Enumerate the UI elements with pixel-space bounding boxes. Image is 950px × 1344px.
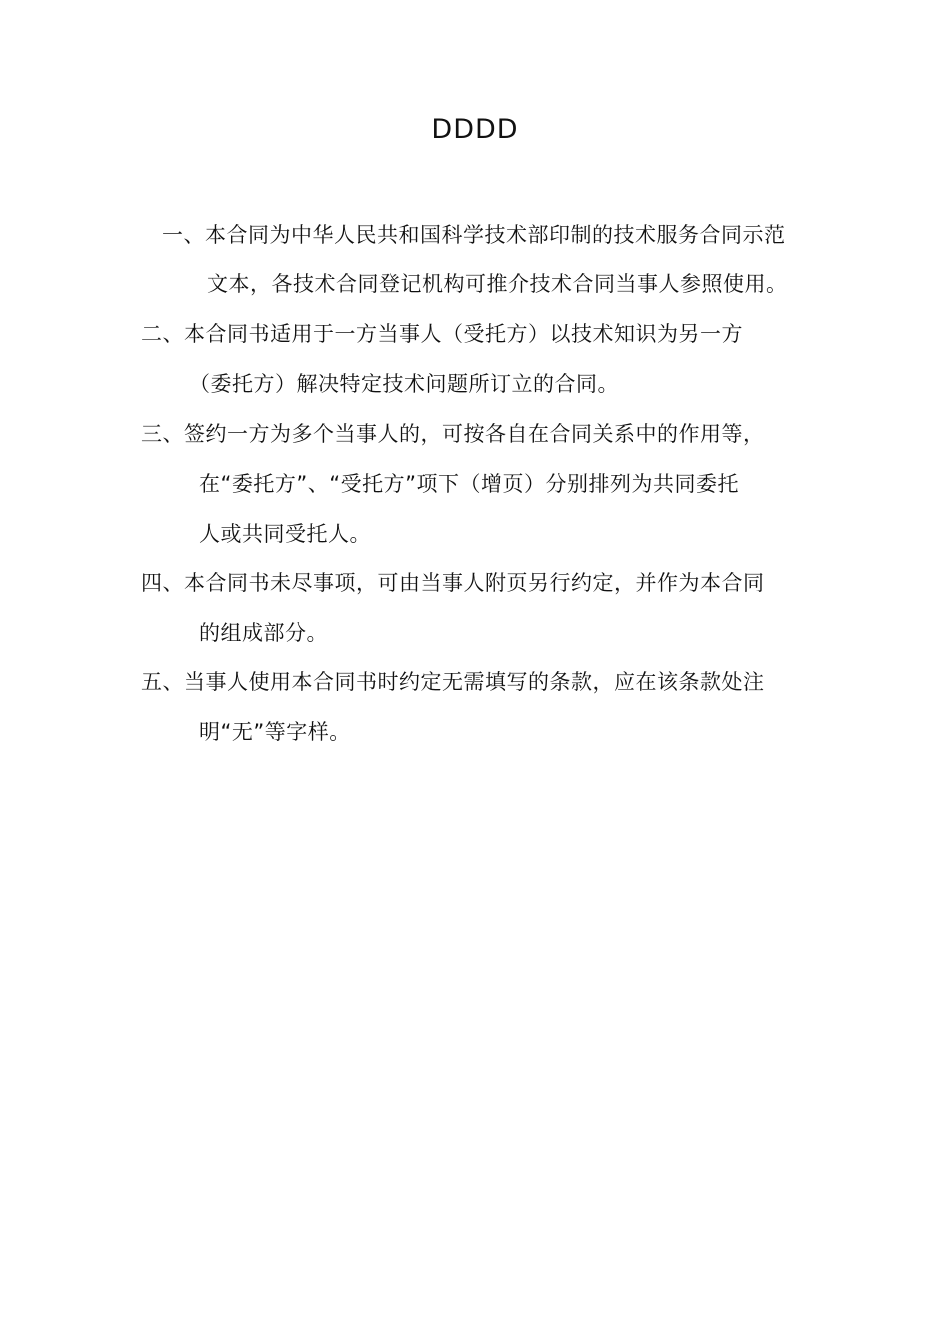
- note-item-1-line-1: 一、本合同为中华人民共和国科学技术部印制的技术服务合同示范: [162, 223, 786, 247]
- note-item-3-line-2: 在“委托方”、“受托方”项下（增页）分别排列为共同委托: [199, 472, 740, 496]
- note-item-5-line-1: 五、当事人使用本合同书时约定无需填写的条款，应在该条款处注: [141, 670, 765, 694]
- note-item-2-line-2: （委托方）解决特定技术问题所订立的合同。: [189, 372, 619, 396]
- note-item-4-line-2: 的组成部分。: [199, 621, 328, 645]
- note-item-2-line-1: 二、本合同书适用于一方当事人（受托方）以技术知识为另一方: [141, 322, 743, 346]
- note-item-1-line-2: 文本，各技术合同登记机构可推介技术合同当事人参照使用。: [207, 272, 788, 296]
- note-item-5-line-2: 明“无”等字样。: [199, 720, 351, 744]
- page-title: DDDD: [431, 114, 519, 145]
- note-item-4-line-1: 四、本合同书未尽事项，可由当事人附页另行约定，并作为本合同: [141, 571, 765, 595]
- note-item-3-line-3: 人或共同受托人。: [199, 522, 371, 546]
- note-item-3-line-1: 三、签约一方为多个当事人的，可按各自在合同关系中的作用等，: [141, 422, 765, 446]
